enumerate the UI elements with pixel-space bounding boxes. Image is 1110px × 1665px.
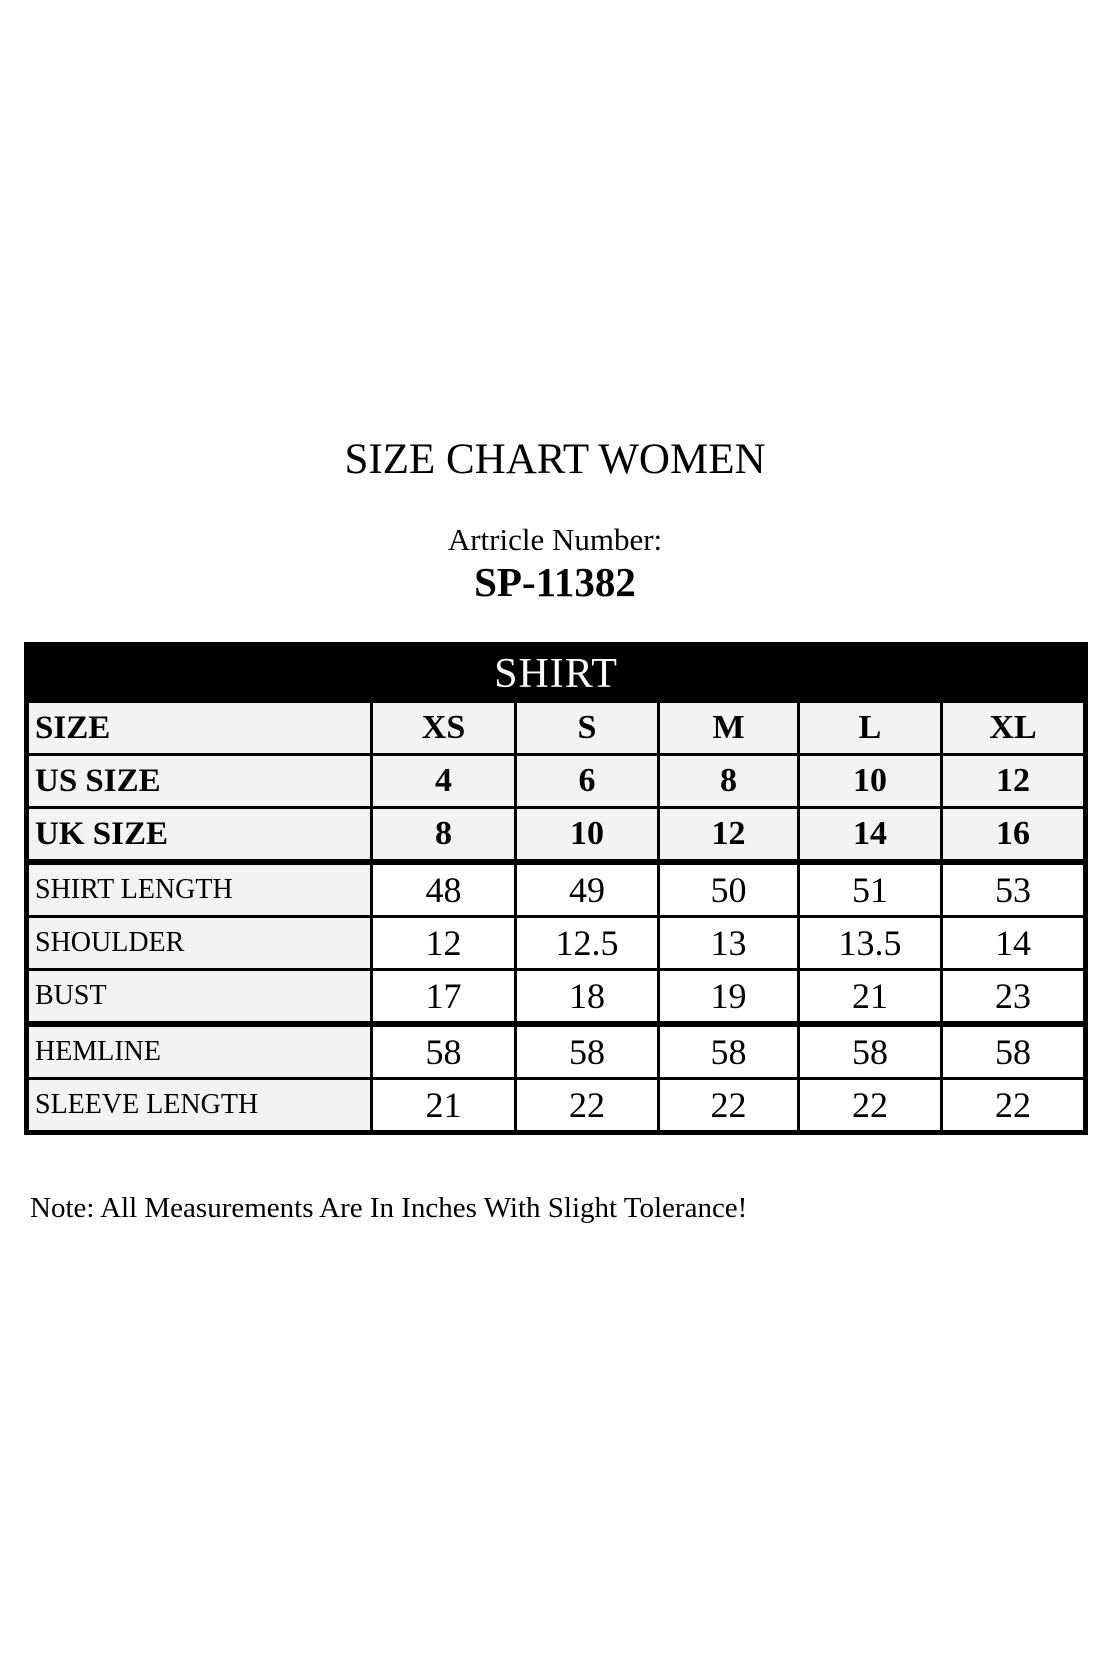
table-row-hemline bbox=[27, 1024, 1086, 1079]
table-row-shirt-length bbox=[27, 862, 1086, 917]
table-banner-row bbox=[27, 645, 1086, 702]
cell-value: 6 bbox=[516, 755, 659, 808]
cell-value: 17 bbox=[372, 970, 516, 1025]
cell-value: 10 bbox=[799, 755, 942, 808]
cell-value: 22 bbox=[799, 1079, 942, 1133]
cell-value: 8 bbox=[659, 755, 799, 808]
cell-value: 49 bbox=[516, 862, 659, 917]
row-label: SHOULDER bbox=[27, 917, 372, 970]
cell-value: 58 bbox=[799, 1024, 942, 1079]
cell-value: 53 bbox=[942, 862, 1086, 917]
cell-value: 18 bbox=[516, 970, 659, 1025]
cell-value: 21 bbox=[799, 970, 942, 1025]
cell-value: XL bbox=[942, 702, 1086, 755]
cell-value: 51 bbox=[799, 862, 942, 917]
table-row-bust bbox=[27, 970, 1086, 1025]
cell-value: XS bbox=[372, 702, 516, 755]
row-label: US SIZE bbox=[27, 755, 372, 808]
cell-value: 50 bbox=[659, 862, 799, 917]
cell-value: 48 bbox=[372, 862, 516, 917]
cell-value: 23 bbox=[942, 970, 1086, 1025]
table-row-uk-size bbox=[27, 808, 1086, 863]
page-title: SIZE CHART WOMEN bbox=[344, 436, 766, 483]
article-number-label: Artricle Number: bbox=[447, 522, 663, 557]
row-label: SIZE bbox=[27, 702, 372, 755]
row-label: HEMLINE bbox=[27, 1024, 372, 1079]
cell-value: M bbox=[659, 702, 799, 755]
cell-value: 12 bbox=[942, 755, 1086, 808]
cell-value: 58 bbox=[372, 1024, 516, 1079]
cell-value: L bbox=[799, 702, 942, 755]
table-row-sleeve-length bbox=[27, 1079, 1086, 1133]
cell-value: 14 bbox=[942, 917, 1086, 970]
cell-value: 58 bbox=[516, 1024, 659, 1079]
row-label: SHIRT LENGTH bbox=[27, 862, 372, 917]
cell-value: 16 bbox=[942, 808, 1086, 863]
cell-value: 12.5 bbox=[516, 917, 659, 970]
article-number-value: SP-11382 bbox=[474, 559, 636, 605]
cell-value: 13 bbox=[659, 917, 799, 970]
cell-value: 58 bbox=[659, 1024, 799, 1079]
cell-value: 4 bbox=[372, 755, 516, 808]
table-row-size bbox=[27, 702, 1086, 755]
cell-value: S bbox=[516, 702, 659, 755]
cell-value: 12 bbox=[372, 917, 516, 970]
size-chart-table bbox=[24, 642, 1088, 1135]
cell-value: 10 bbox=[516, 808, 659, 863]
table-title: SHIRT bbox=[27, 645, 1086, 702]
cell-value: 22 bbox=[659, 1079, 799, 1133]
cell-value: 12 bbox=[659, 808, 799, 863]
cell-value: 21 bbox=[372, 1079, 516, 1133]
cell-value: 8 bbox=[372, 808, 516, 863]
cell-value: 13.5 bbox=[799, 917, 942, 970]
cell-value: 58 bbox=[942, 1024, 1086, 1079]
row-label: SLEEVE LENGTH bbox=[27, 1079, 372, 1133]
table-row-shoulder bbox=[27, 917, 1086, 970]
table-row-us-size bbox=[27, 755, 1086, 808]
cell-value: 22 bbox=[516, 1079, 659, 1133]
row-label: BUST bbox=[27, 970, 372, 1025]
cell-value: 22 bbox=[942, 1079, 1086, 1133]
cell-value: 14 bbox=[799, 808, 942, 863]
row-label: UK SIZE bbox=[27, 808, 372, 863]
cell-value: 19 bbox=[659, 970, 799, 1025]
measurement-note: Note: All Measurements Are In Inches With Slight Tolerance! bbox=[30, 1192, 748, 1224]
